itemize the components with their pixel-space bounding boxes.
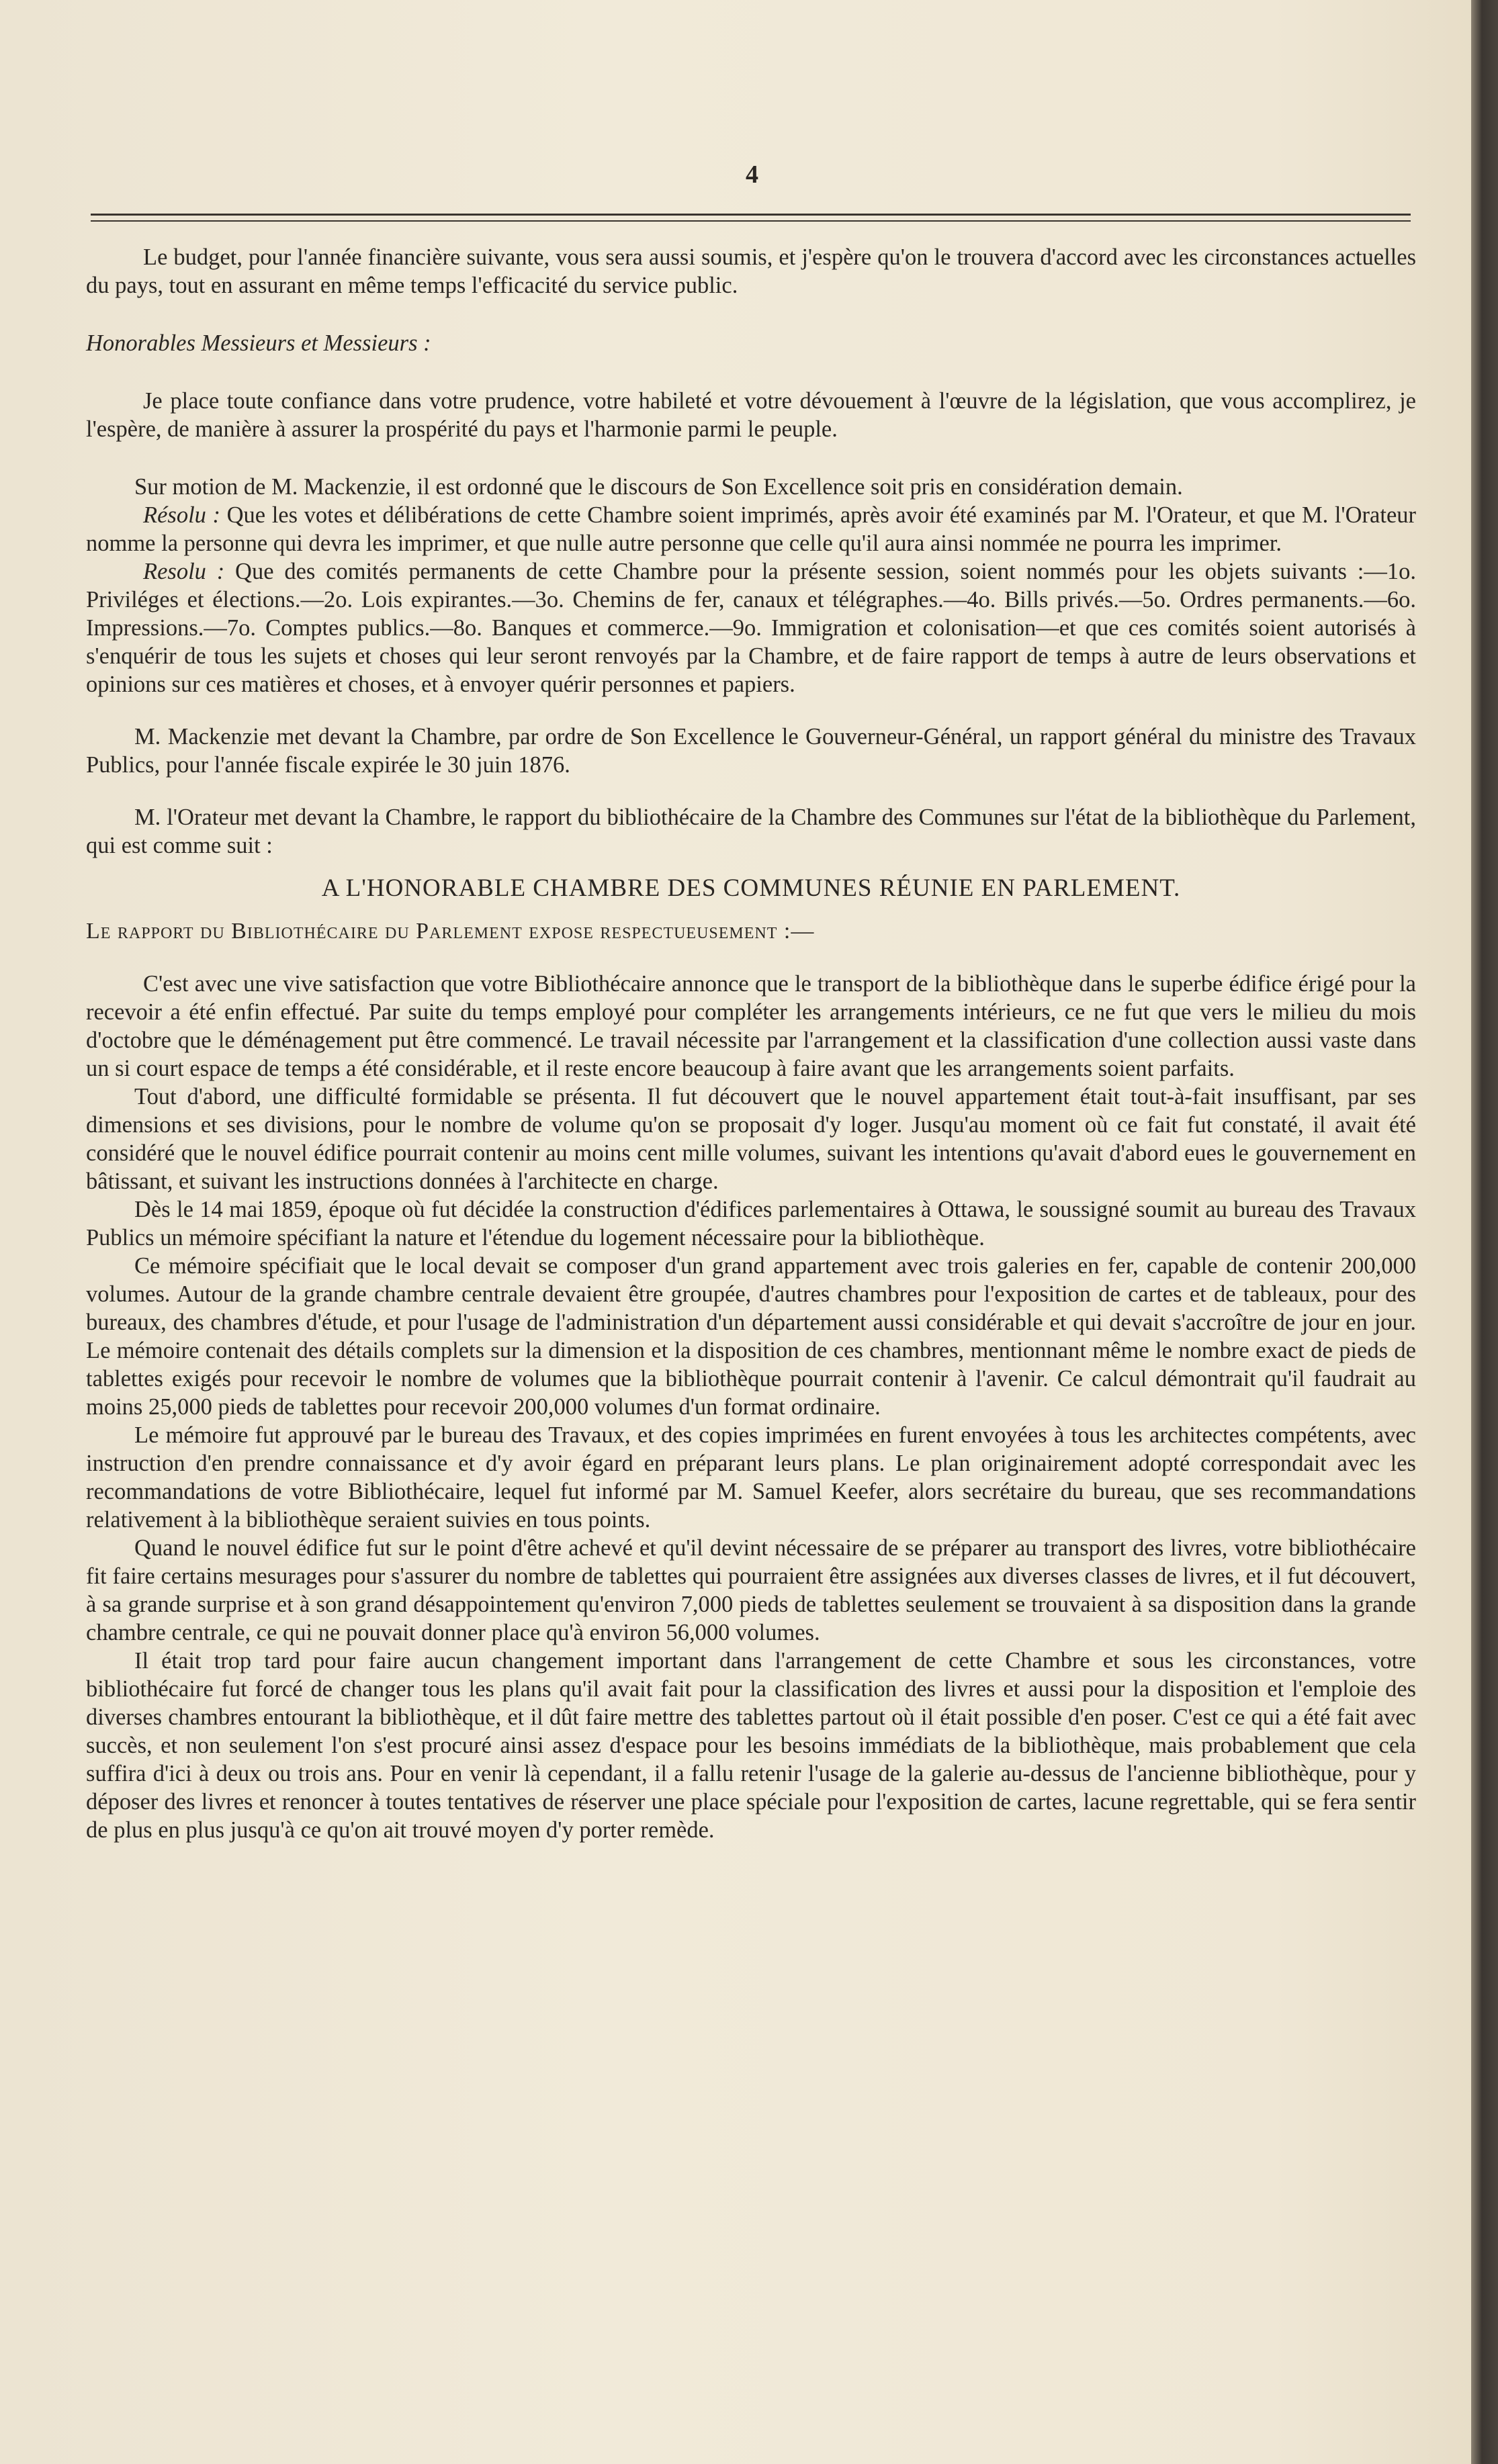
header-rule-thin: [91, 220, 1411, 222]
paragraph-body-7: Il était trop tard pour faire aucun changement important dans l'arrangement de cette Chambre et sous les circonstances, votre bibliothécaire fut forcé de changer tous les plans qu'il avait fait pour la classification des livres et aussi pour la disposition et l'emploie des diverses chambres entourant la bibliothèque, et il dût faire mettre des tablettes partout où il était possible d'en poser. C'est ce qui a été fait avec succès, et non seulement l'on s'est procuré ainsi assez d'espace pour les besoins immédiats de la bibliothèque, mais probablement que cela suffira d'ici à deux ou trois ans. Pour en venir là cependant, il a fallu retenir l'usage de la galerie au-dessus de l'ancienne bibliothèque, pour y déposer des livres et renoncer à toutes tentatives de réserver une place spéciale pour l'exposition de cartes, lacune regrettable, qui se fera sentir de plus en plus jusqu'à ce qu'on ait trouvé moyen d'y porter remède.: [86, 1648, 1416, 1843]
page-number: 4: [746, 161, 758, 189]
paragraph-motion: Sur motion de M. Mackenzie, il est ordonné que le discours de Son Excellence soit pris en considération demain.: [134, 474, 1183, 500]
salutation: Honorables Messieurs et Messieurs :: [86, 330, 431, 356]
resolved-label: Resolu :: [143, 559, 225, 584]
paragraph-budget: Le budget, pour l'année financière suivante, vous sera aussi soumis, et j'espère qu'on le trouvera d'accord avec les circonstances actuelles du pays, tout en assurant en même temps l'efficacité du service public.: [86, 244, 1416, 298]
page-content: [86, 243, 1416, 1844]
book-binding-edge: [1471, 0, 1498, 2464]
paragraph-body-3: Dès le 14 mai 1859, époque où fut décidée la construction d'édifices parlementaires à Ottawa, le soussigné soumit au bureau des Travaux Publics un mémoire spécifiant la nature et l'étendue du logement nécessaire pour la bibliothèque.: [86, 1197, 1416, 1250]
heading-report: Le rapport du Bibliothécaire du Parlement expose respectueusement :—: [86, 919, 815, 944]
paragraph-resolved-committees: [86, 557, 1416, 698]
paragraph-body-4: Ce mémoire spécifiait que le local devait se composer d'un grand appartement avec trois galeries en fer, capable de contenir 200,000 volumes. Autour de la grande chambre centrale devaient être groupée, d'autres chambres pour l'exposition de cartes et de tableaux, pour des bureaux, des chambres d'étude, et pour l'usage de l'administration d'un département aussi considérable et qui devait s'accroître de jour en jour. Le mémoire contenait des détails complets sur la dimension et la disposition de ces chambres, mentionnant même le nombre exact de pieds de tablettes exigés pour recevoir le nombre de volumes que la bibliothèque pourrait contenir à l'avenir. Ce calcul démontrait qu'il faudrait au moins 25,000 pieds de tablettes pour recevoir 200,000 volumes d'un format ordinaire.: [86, 1253, 1416, 1420]
resolved-label: Résolu :: [143, 502, 220, 528]
paragraph-body-1: C'est avec une vive satisfaction que votre Bibliothécaire annonce que le transport de la bibliothèque dans le superbe édifice érigé pour la recevoir a été enfin effectué. Par suite du temps employé pour compléter les arrangements intérieurs, ce ne fut que vers le milieu du mois d'octobre que le déménagement put être commencé. Le travail nécessite par l'arrangement et la classification d'une collection aussi vaste dans un si court espace de temps a été considérable, et il reste encore beaucoup à faire avant que les arrangements soient parfaits.: [86, 971, 1416, 1081]
paragraph-report-librarian-intro: M. l'Orateur met devant la Chambre, le rapport du bibliothécaire de la Chambre des Communes sur l'état de la bibliothèque du Parlement, qui est comme suit :: [86, 805, 1416, 858]
paragraph-body-2: Tout d'abord, une difficulté formidable se présenta. Il fut découvert que le nouvel appartement était tout-à-fait insuffisant, par ses dimensions et ses divisions, pour le nombre de volume qu'on se proposait d'y loger. Jusqu'au moment où ce fait fut constaté, il avait été considéré que le nouvel édifice pourrait contenir au moins cent mille volumes, suivant les intentions qu'avait d'abord eues le gouvernement en bâtissant, et suivant les instructions données à l'architecte en charge.: [86, 1084, 1416, 1194]
heading-chamber-address: A L'HONORABLE CHAMBRE DES COMMUNES RÉUNIE EN PARLEMENT.: [321, 874, 1181, 902]
paragraph-body-5: Le mémoire fut approuvé par le bureau des Travaux, et des copies imprimées en furent envoyées à tous les architectes compétents, avec instruction d'en prendre connaissance et d'y avoir égard en préparant leurs plans. Le plan originairement adopté correspondait avec les recommandations de votre Bibliothécaire, lequel fut informé par M. Samuel Keefer, alors secrétaire du bureau, que ses recommandations relativement à la bibliothèque seraient suivies en tous points.: [86, 1422, 1416, 1533]
paragraph-confidence: Je place toute confiance dans votre prudence, votre habileté et votre dévouement à l'œuvre de la législation, que vous accomplirez, je l'espère, de manière à assurer la prospérité du pays et l'harmonie parmi le peuple.: [86, 388, 1416, 442]
paragraph-report-public-works: M. Mackenzie met devant la Chambre, par ordre de Son Excellence le Gouverneur-Général, un rapport général du ministre des Travaux Publics, pour l'année fiscale expirée le 30 juin 1876.: [86, 724, 1416, 778]
resolved-text: Que les votes et délibérations de cette Chambre soient imprimés, après avoir été examinés par M. l'Orateur, et que M. l'Orateur nomme la personne qui devra les imprimer, et que nulle autre personne que celle qu'il aura ainsi nommée ne pourra les imprimer.: [86, 502, 1416, 556]
resolved-text: Que des comités permanents de cette Chambre pour la présente session, soient nommés pour les objets suivants :—1o. Priviléges et élections.—2o. Lois expirantes.—3o. Chemins de fer, canaux et télégraphes.—4o. Bills privés.—5o. Ordres permanents.—6o. Impressions.—7o. Comptes publics.—8o. Banques et commerce.—9o. Immigration et colonisation—et que ces comités soient autorisés à s'enquérir de tous les sujets et choses qui leur seront renvoyés par la Chambre, et de faire rapport de temps à autre de leurs observations et opinions sur ces matières et choses, et à envoyer quérir personnes et papiers.: [86, 559, 1417, 697]
header-rule: [91, 214, 1411, 216]
paragraph-resolved-printing: [86, 501, 1416, 557]
paragraph-body-6: Quand le nouvel édifice fut sur le point d'être achevé et qu'il devint nécessaire de se préparer au transport des livres, votre bibliothécaire fit faire certains mesurages pour s'assurer du nombre de tablettes qui pourraient être assignées aux diverses classes de livres, et il fut découvert, à sa grande surprise et à son grand désappointement qu'environ 7,000 pieds de tablettes seulement se trouvaient à sa disposition dans la grande chambre centrale, ce qui ne pouvait donner place qu'à environ 56,000 volumes.: [86, 1535, 1416, 1645]
